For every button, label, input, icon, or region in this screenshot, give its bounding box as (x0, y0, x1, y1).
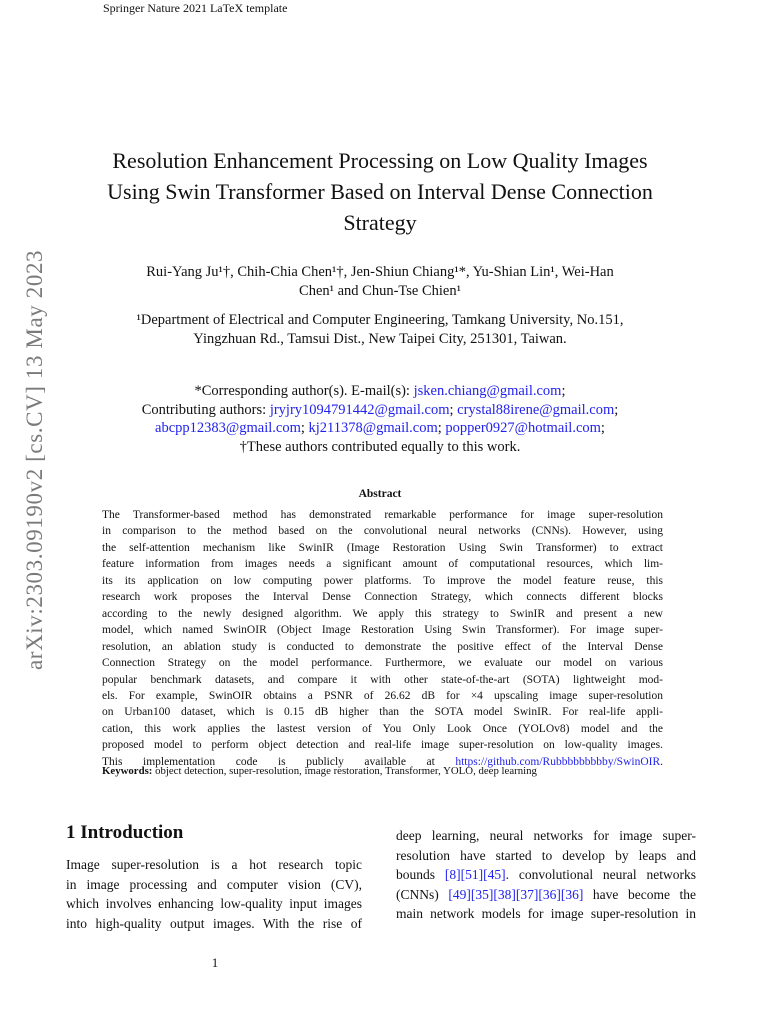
title-line: Strategy (343, 210, 417, 235)
email-link[interactable]: jsken.chiang@gmail.com (413, 383, 562, 399)
authors-line: Chen¹ and Chun-Tse Chien¹ (299, 282, 461, 299)
abstract-line: proposed model to perform object detection and real-life image super-resolution on low-quality images. (102, 739, 663, 752)
corr-label: *Corresponding author(s). E-mail(s): (194, 383, 414, 399)
email-link[interactable]: kj211378@gmail.com (308, 420, 438, 436)
contact-line: Contributing authors: jryjry1094791442@gmail.com; crystal88irene@gmail.com; (141, 401, 619, 418)
text: bounds (396, 867, 445, 883)
text-line: which involves enhancing low-quality input images (66, 896, 362, 912)
affiliation-line: Yingzhuan Rd., Tamsui Dist., New Taipei City, 251301, Taiwan. (193, 330, 567, 347)
abstract-line: els. For example, SwinOIR obtains a PSNR of 26.62 dB for ×4 upscaling image super-resolution (102, 689, 663, 702)
abstract-line: according to the newly designed algorithm. We apply this strategy to SwinIR and present a new (102, 607, 663, 620)
text-line: main network models for image super-resolution in (396, 906, 696, 922)
text-line: Image super-resolution is a hot research topic (66, 857, 362, 872)
contrib-label: Contributing authors: (141, 401, 270, 418)
abstract-line: feature information from images needs a significant amount of computational resources, which lim- (102, 558, 663, 571)
abstract-line: on Urban100 dataset, which is 0.15 dB higher than the SOTA model SwinIR. For real-life appli- (102, 706, 663, 719)
intro-right-column (396, 826, 696, 924)
authors-line: Rui-Yang Ju¹†, Chih-Chia Chen¹†, Jen-Shiun Chiang¹*, Yu-Shian Lin¹, Wei-Han (146, 264, 614, 280)
citation-link[interactable]: [35] (470, 886, 494, 902)
abstract-line: model, which named SwinOIR (Object Image Restoration Using Swin Transformer). For image super- (102, 624, 663, 637)
text-line (396, 885, 696, 905)
abstract-line: the self-attention mechanism like SwinIR (Image Restoration Using Swin Transformer) to extract (102, 541, 663, 554)
text: . convolutional neural networks (505, 867, 696, 883)
text: (CNNs) (396, 886, 449, 902)
affiliation-line: ¹Department of Electrical and Computer Engineering, Tamkang University, No.151, (136, 312, 624, 328)
arxiv-stamp: arXiv:2303.09190v2 [cs.CV] 13 May 2023 (22, 249, 47, 670)
keywords-text: object detection, super-resolution, image restoration, Transformer, YOLO, deep learning (152, 765, 537, 777)
abstract-heading: Abstract (358, 488, 402, 500)
title-line: Using Swin Transformer Based on Interval Dense Connection (107, 179, 653, 204)
text-line: into high-quality output images. With the rise of (66, 915, 362, 931)
affiliation (60, 311, 700, 348)
paper-title (60, 145, 700, 238)
intro-left-column (66, 855, 362, 933)
citation-link[interactable]: [8] (444, 867, 461, 883)
title-line: Resolution Enhancement Processing on Low Quality Images (112, 148, 648, 173)
abstract-text: . (660, 755, 663, 768)
text-line: resolution have started to develop by leaps and (396, 847, 696, 863)
abstract-line: Connection Strategy on the model performance. Furthermore, we evaluate our model on various (102, 657, 663, 670)
page-number: 1 (211, 955, 219, 970)
keywords (102, 765, 537, 777)
citation-link[interactable]: [51] (460, 867, 484, 883)
email-link[interactable]: crystal88irene@gmail.com (457, 401, 615, 418)
citation-link[interactable]: [37] (515, 886, 539, 902)
citation-link[interactable]: [49] (448, 886, 471, 902)
email-link[interactable]: popper0927@hotmail.com (445, 420, 601, 436)
citation-link[interactable]: [38] (493, 886, 516, 902)
contacts (60, 382, 700, 456)
keywords-label: Keywords: (102, 765, 153, 777)
citation-link[interactable]: [36] (560, 886, 584, 902)
abstract-line: resolution, an ablation study is conducted to demonstrate the positive effect of the Interval Dense (102, 640, 663, 653)
text-line (396, 865, 696, 885)
section-heading: 1 Introduction (66, 822, 184, 843)
abstract-line: popular benchmark datasets, and compare it with other state-of-the-art (SOTA) lightweight mod- (102, 673, 663, 686)
contact-line: abcpp12383@gmail.com; kj211378@gmail.com; popper0927@hotmail.com; (155, 420, 605, 436)
abstract-line: research work proposes the Interval Dense Connection Strategy, which connects different blocks (102, 591, 663, 604)
abstract-body (102, 507, 663, 770)
abstract-line: cation, this work applies the lastest version of You Only Look Once (YOLOv8) model and the (102, 722, 663, 735)
authors (60, 263, 700, 300)
text-line: in image processing and computer vision (CV), (66, 876, 362, 892)
github-link[interactable]: https://github.com/Rubbbbbbbbby/SwinOIR (455, 755, 661, 768)
abstract-line: in comparison to the method based on the convolutional neural networks (CNNs). However, using (102, 525, 663, 538)
running-header: Springer Nature 2021 LaTeX template (103, 1, 288, 15)
email-link[interactable]: jryjry1094791442@gmail.com (269, 401, 450, 418)
text: have become the (583, 886, 697, 902)
text-line: deep learning, neural networks for image super- (396, 828, 696, 843)
citation-link[interactable]: [45] (483, 867, 506, 883)
citation-link[interactable]: [36] (538, 886, 561, 902)
abstract-text: This implementation code is publicly available at (102, 755, 456, 768)
abstract-line: The Transformer-based method has demonstrated remarkable performance for image super-resolution (102, 509, 663, 521)
equal-contribution-note: †These authors contributed equally to this work. (239, 438, 521, 455)
abstract-line: its its application on low computing power platforms. To improve the model feature reuse, this (102, 574, 663, 587)
email-link[interactable]: abcpp12383@gmail.com (155, 420, 301, 436)
contact-line: *Corresponding author(s). E-mail(s): jsken.chiang@gmail.com; (194, 383, 566, 399)
